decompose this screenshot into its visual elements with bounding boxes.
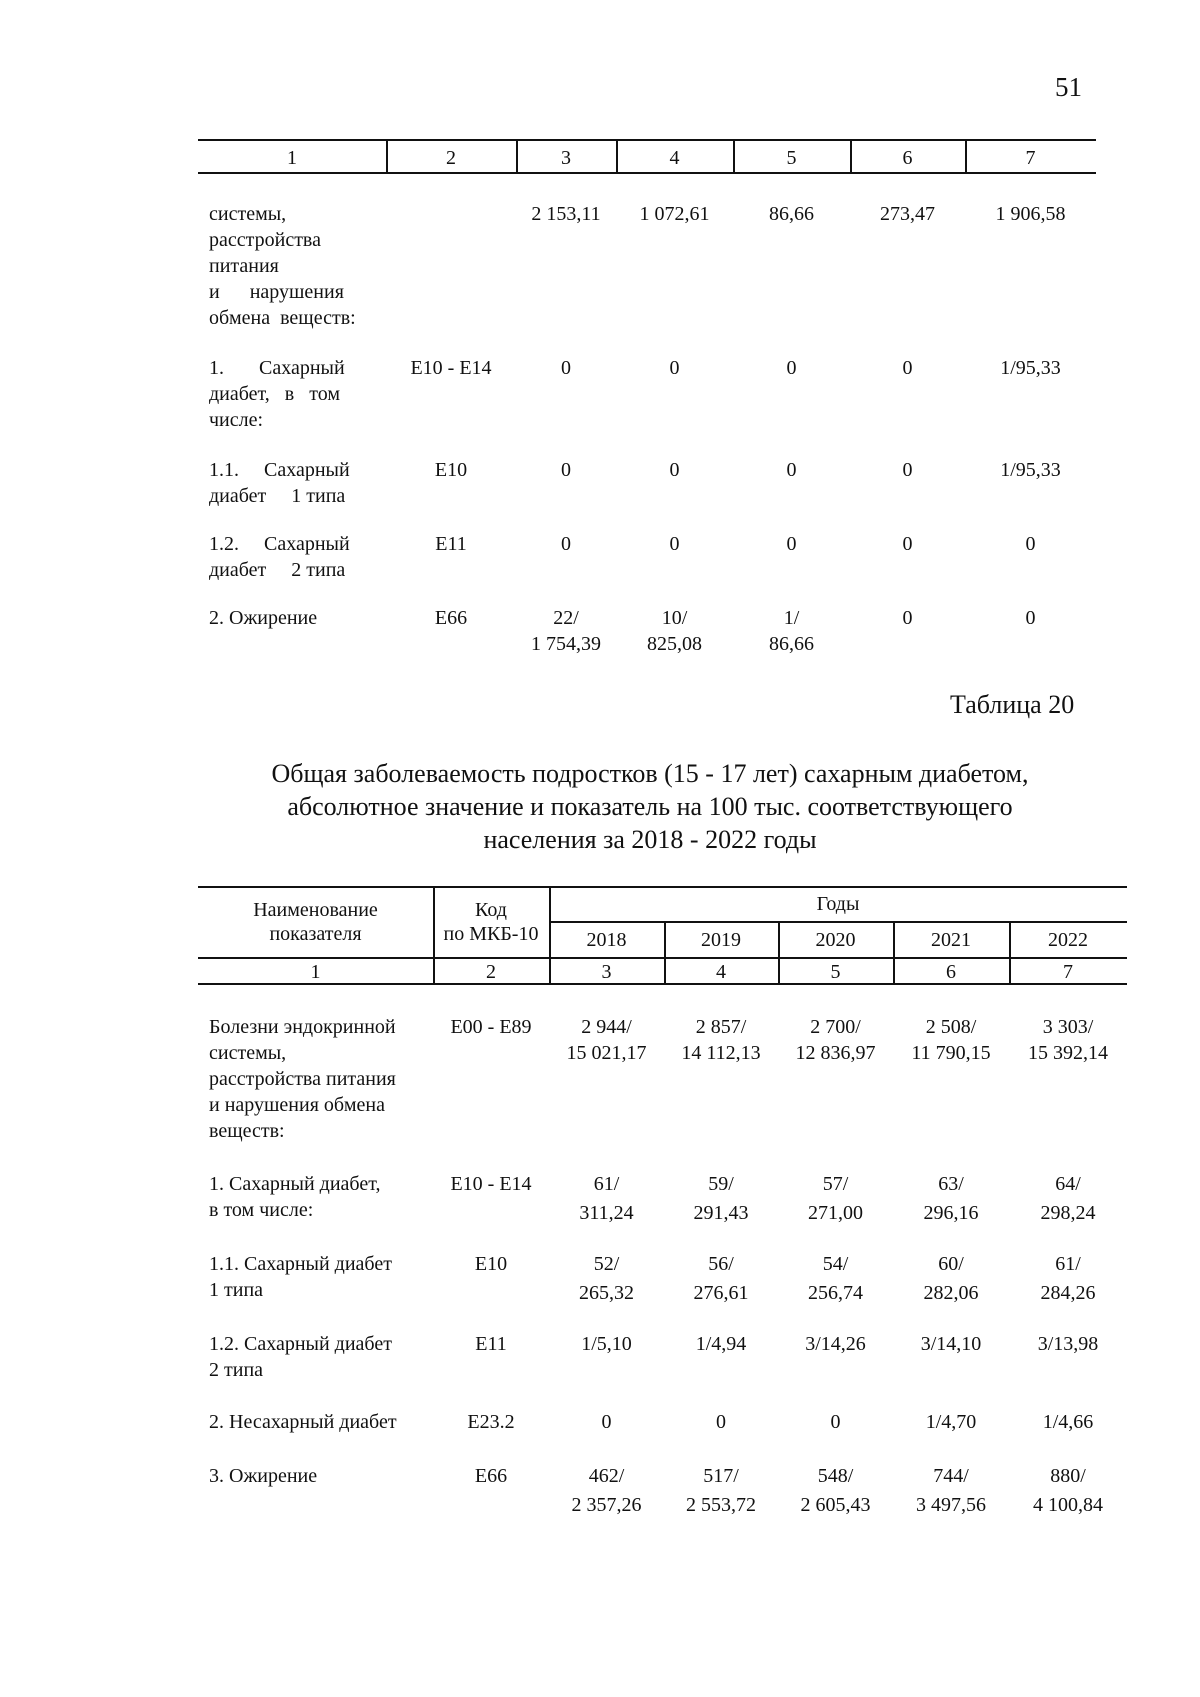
- column-number: 5: [786, 147, 797, 169]
- value-cell: 0: [786, 533, 797, 555]
- value-cell: 0: [561, 459, 571, 481]
- value-cell: 1/ 86,66: [769, 607, 814, 655]
- value-cell: 1/95,33: [1000, 459, 1061, 481]
- title-line: абсолютное значение и показатель на 100 тыс. соответствующего: [287, 792, 1013, 821]
- value-cell-line: 744/: [933, 1465, 969, 1487]
- row-name-line: 1. Сахарный: [209, 357, 345, 379]
- value-cell-line: 2 700/: [810, 1016, 861, 1038]
- row-name-line: системы,: [209, 203, 287, 225]
- value-cell-line: 59/: [708, 1173, 734, 1195]
- row-name-line: и нарушения: [209, 281, 344, 303]
- column-number: 7: [1025, 147, 1036, 169]
- value-cell: 0: [786, 357, 797, 379]
- row-name-line: расстройства питания: [209, 1068, 396, 1090]
- column-number: 4: [669, 147, 680, 169]
- value-cell-line: 880/: [1050, 1465, 1086, 1487]
- code-cell: E23.2: [467, 1411, 515, 1433]
- value-cell: 273,47: [880, 203, 935, 225]
- value-cell: 0: [902, 459, 913, 481]
- row-name-line: 2 типа: [209, 1359, 264, 1381]
- row-name-line: и нарушения обмена: [209, 1094, 385, 1116]
- value-cell: 0: [902, 357, 913, 379]
- value-cell-line: 15 021,17: [566, 1042, 647, 1064]
- header-years: Годы: [816, 893, 860, 915]
- row-name-line: 1.1. Сахарный диабет: [209, 1253, 392, 1275]
- value-cell: 0: [902, 607, 913, 629]
- value-cell: 3/14,10: [920, 1333, 982, 1355]
- value-cell: 0: [830, 1411, 841, 1433]
- value-cell: 10/ 825,08: [647, 607, 702, 655]
- value-cell: 1/5,10: [581, 1333, 632, 1355]
- row-name-line: веществ:: [209, 1120, 285, 1142]
- title-line: населения за 2018 - 2022 годы: [483, 825, 817, 854]
- value-cell-line: 56/: [708, 1253, 734, 1275]
- value-cell: 0: [1025, 607, 1036, 629]
- value-cell-line: 61/: [1055, 1253, 1081, 1275]
- column-number: 1: [287, 147, 297, 169]
- value-cell-line: 296,16: [923, 1202, 979, 1224]
- value-cell: 0: [786, 459, 797, 481]
- row-name-line: системы,: [209, 1042, 287, 1064]
- value-cell: 0: [561, 357, 571, 379]
- value-cell-line: 54/: [822, 1253, 849, 1275]
- value-cell-line: 57/: [822, 1173, 849, 1195]
- column-number: 4: [716, 961, 726, 983]
- column-number: 2: [446, 147, 456, 169]
- header-year: 2019: [701, 929, 741, 951]
- row-name-line: 1.1. Сахарный: [209, 459, 350, 481]
- code-cell: E11: [475, 1333, 507, 1355]
- value-cell-line: 284,26: [1040, 1282, 1096, 1304]
- value-cell: 0: [902, 533, 913, 555]
- row-name-line: обмена веществ:: [209, 307, 356, 329]
- row-name-line: числе:: [209, 409, 264, 431]
- row-name-line: 1.2. Сахарный: [209, 533, 350, 555]
- code-cell: E10 - E14: [450, 1173, 532, 1195]
- value-cell: 1/4,94: [695, 1333, 747, 1355]
- table-header-border-bottom: [198, 172, 1096, 174]
- column-number: 7: [1063, 961, 1073, 983]
- row-name-line: 1.2. Сахарный диабет: [209, 1333, 392, 1355]
- value-cell-line: 276,61: [693, 1282, 749, 1304]
- column-number: 1: [310, 961, 321, 983]
- value-cell-line: 517/: [703, 1465, 739, 1487]
- row-name-line: 2. Ожирение: [209, 607, 318, 629]
- header-name-line: Наименование: [253, 899, 378, 921]
- value-cell-line: 2 857/: [695, 1016, 747, 1038]
- row-name-line: 2. Несахарный диабет: [209, 1411, 397, 1433]
- value-cell-line: 12 836,97: [795, 1042, 876, 1064]
- value-cell-line: 311,24: [579, 1202, 634, 1224]
- value-cell-line: 2 508/: [925, 1016, 977, 1038]
- value-cell-line: 2 357,26: [571, 1494, 642, 1516]
- row-name-line: 3. Ожирение: [209, 1465, 318, 1487]
- code-cell: E10 - E14: [410, 357, 492, 379]
- column-number: 6: [902, 147, 913, 169]
- code-cell: E66: [434, 607, 468, 629]
- value-cell-line: 3 303/: [1042, 1016, 1094, 1038]
- header-year: 2022: [1048, 929, 1088, 951]
- column-number: 2: [486, 961, 496, 983]
- value-cell-line: 3 497,56: [916, 1494, 986, 1516]
- value-cell-line: 4 100,84: [1033, 1494, 1103, 1516]
- row-name-line: 1 типа: [209, 1279, 264, 1301]
- value-cell-line: 14 112,13: [681, 1042, 761, 1064]
- value-cell-line: 282,06: [923, 1282, 979, 1304]
- header-code: [433, 898, 549, 946]
- value-cell: 3/14,26: [805, 1333, 866, 1355]
- value-cell-line: 15 392,14: [1028, 1042, 1108, 1064]
- value-cell: 1/4,70: [925, 1411, 977, 1433]
- header-divider: [198, 957, 1127, 959]
- row-name-line: в том числе:: [209, 1199, 314, 1221]
- value-cell: 0: [669, 533, 680, 555]
- row-name-line: расстройства: [209, 229, 321, 251]
- header-year: 2021: [931, 929, 971, 951]
- value-cell: 0: [561, 533, 571, 555]
- value-cell-line: 11 790,15: [911, 1042, 991, 1064]
- header-code-line: по МКБ-10: [443, 923, 539, 945]
- value-cell-line: 61/: [593, 1173, 620, 1195]
- table-border-top: [198, 886, 1127, 888]
- header-code-line: Код: [475, 899, 507, 921]
- value-cell-line: 298,24: [1040, 1202, 1096, 1224]
- years-header-divider: [549, 921, 1127, 923]
- code-cell: E10: [474, 1253, 508, 1275]
- value-cell-line: 462/: [588, 1465, 625, 1487]
- value-cell: 1 072,61: [639, 203, 710, 225]
- value-cell: 0: [669, 459, 680, 481]
- value-cell-line: 52/: [593, 1253, 620, 1275]
- column-number: 6: [946, 961, 956, 983]
- table-title: [180, 757, 1120, 856]
- value-cell-line: 60/: [938, 1253, 964, 1275]
- row-name-line: питания: [209, 255, 279, 277]
- header-name: [198, 898, 433, 946]
- value-cell-line: 2 944/: [581, 1016, 632, 1038]
- value-cell: 1 906,58: [995, 203, 1066, 225]
- table-border-top: [198, 139, 1096, 141]
- code-cell: E10: [434, 459, 468, 481]
- title-line: Общая заболеваемость подростков (15 - 17 лет) сахарным диабетом,: [271, 759, 1029, 788]
- code-cell: E00 - E89: [450, 1016, 532, 1038]
- value-cell-line: 291,43: [693, 1202, 749, 1224]
- value-cell: 2 153,11: [531, 203, 601, 225]
- column-number: 3: [601, 961, 612, 983]
- value-cell-line: 2 553,72: [686, 1494, 756, 1516]
- row-name-line: диабет 1 типа: [209, 485, 346, 507]
- value-cell-line: 271,00: [808, 1202, 863, 1224]
- value-cell: 1/95,33: [1000, 357, 1061, 379]
- value-cell: 0: [601, 1411, 612, 1433]
- code-cell: E66: [474, 1465, 508, 1487]
- value-cell: 0: [716, 1411, 726, 1433]
- value-cell-line: 265,32: [579, 1282, 634, 1304]
- value-cell-line: 256,74: [808, 1282, 863, 1304]
- column-number: 3: [561, 147, 571, 169]
- header-year: 2018: [586, 929, 627, 951]
- value-cell: 3/13,98: [1037, 1333, 1099, 1355]
- column-number: 5: [830, 961, 841, 983]
- header-year: 2020: [815, 929, 856, 951]
- row-name-line: диабет 2 типа: [209, 559, 346, 581]
- row-name-line: 1. Сахарный диабет,: [209, 1173, 381, 1195]
- value-cell: 22/ 1 754,39: [531, 607, 601, 655]
- row-name-line: диабет, в том: [209, 383, 340, 405]
- header-name-line: показателя: [269, 923, 362, 945]
- value-cell-line: 548/: [817, 1465, 854, 1487]
- value-cell: 86,66: [769, 203, 814, 225]
- value-cell: 0: [1025, 533, 1036, 555]
- row-name-line: Болезни эндокринной: [209, 1016, 396, 1038]
- value-cell-line: 64/: [1055, 1173, 1081, 1195]
- table-label: Таблица 20: [950, 690, 1075, 719]
- value-cell: 1/4,66: [1042, 1411, 1094, 1433]
- code-cell: E11: [435, 533, 467, 555]
- value-cell-line: 2 605,43: [800, 1494, 871, 1516]
- value-cell: 0: [669, 357, 680, 379]
- page-number: 51: [1055, 72, 1082, 102]
- value-cell-line: 63/: [938, 1173, 964, 1195]
